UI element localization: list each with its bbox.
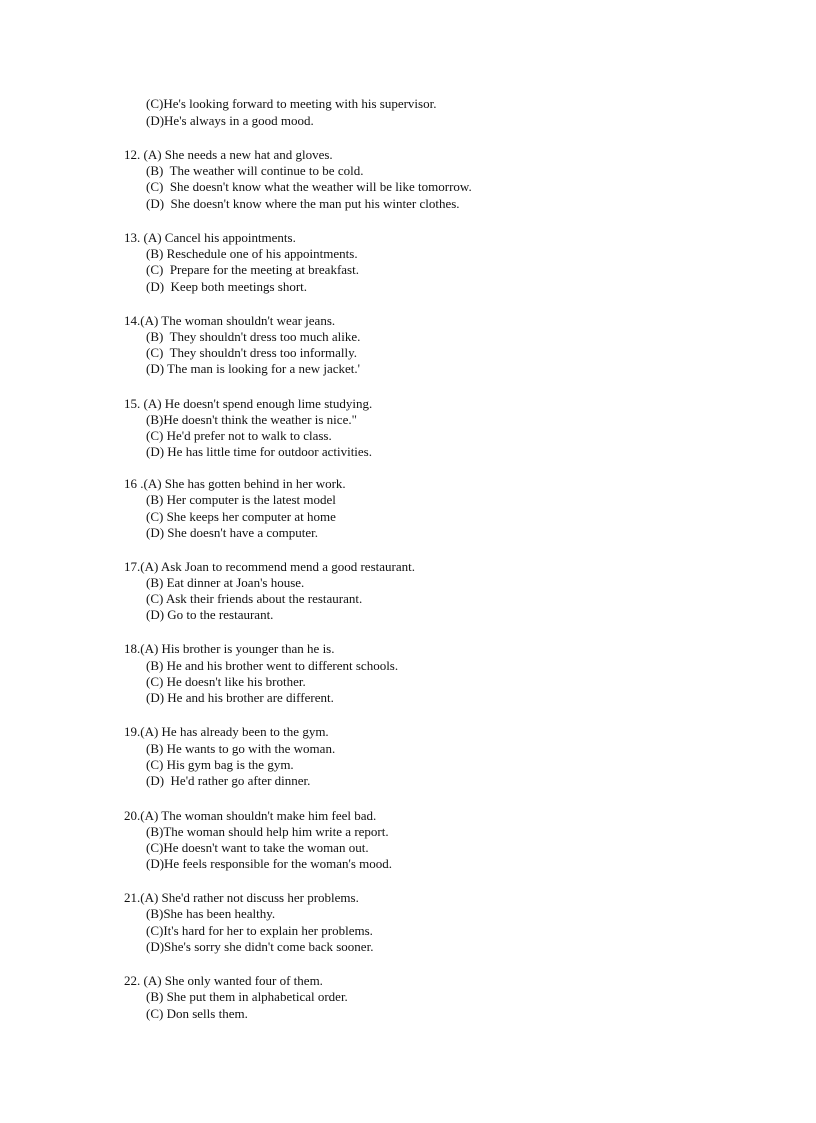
question-16: 16 .(A) She has gotten behind in her work. xyxy=(124,476,346,491)
option-line: (C) He doesn't like his brother. xyxy=(146,674,306,689)
option-line: (D)She's sorry she didn't come back sooner. xyxy=(146,939,374,954)
question-13: 13. (A) Cancel his appointments. xyxy=(124,230,296,245)
intro-line: (C)He's looking forward to meeting with his supervisor. xyxy=(146,96,437,111)
question-20: 20.(A) The woman shouldn't make him feel bad. xyxy=(124,808,377,823)
option-line: (D)He feels responsible for the woman's mood. xyxy=(146,856,393,871)
option-line: (D) Keep both meetings short. xyxy=(146,279,308,294)
option-line: (B) Her computer is the latest model xyxy=(146,492,336,507)
question-22: 22. (A) She only wanted four of them. xyxy=(124,973,323,988)
option-line: (B) They shouldn't dress too much alike. xyxy=(146,329,361,344)
option-line: (B) She put them in alphabetical order. xyxy=(146,989,348,1004)
question-18: 18.(A) His brother is younger than he is. xyxy=(124,641,335,656)
option-line: (B)She has been healthy. xyxy=(146,906,276,921)
option-line: (D) He and his brother are different. xyxy=(146,690,334,705)
option-line: (B) He wants to go with the woman. xyxy=(146,741,336,756)
option-line: (C) Prepare for the meeting at breakfast. xyxy=(146,262,359,277)
option-line: (B) He and his brother went to different schools. xyxy=(146,658,399,673)
option-line: (B) Eat dinner at Joan's house. xyxy=(146,575,305,590)
option-line: (C) She doesn't know what the weather will be like tomorrow. xyxy=(146,179,472,194)
option-line: (B) Reschedule one of his appointments. xyxy=(146,246,358,261)
option-line: (D) He has little time for outdoor activities. xyxy=(146,444,372,459)
option-line: (D) The man is looking for a new jacket.' xyxy=(146,361,361,376)
question-17: 17.(A) Ask Joan to recommend mend a good restaurant. xyxy=(124,559,415,574)
option-line: (C) Ask their friends about the restaurant. xyxy=(146,591,363,606)
option-line: (C)He doesn't want to take the woman out. xyxy=(146,840,369,855)
option-line: (C) Don sells them. xyxy=(146,1006,248,1021)
option-line: (C) They shouldn't dress too informally. xyxy=(146,345,358,360)
question-14: 14.(A) The woman shouldn't wear jeans. xyxy=(124,313,336,328)
option-line: (C) His gym bag is the gym. xyxy=(146,757,294,772)
question-19: 19.(A) He has already been to the gym. xyxy=(124,724,329,739)
option-line: (B) The weather will continue to be cold. xyxy=(146,163,364,178)
option-line: (D) He'd rather go after dinner. xyxy=(146,773,311,788)
option-line: (C)It's hard for her to explain her problems. xyxy=(146,923,373,938)
question-21: 21.(A) She'd rather not discuss her problems. xyxy=(124,890,359,905)
intro-line: (D)He's always in a good mood. xyxy=(146,113,314,128)
option-line: (B)He doesn't think the weather is nice." xyxy=(146,412,357,427)
option-line: (D) She doesn't have a computer. xyxy=(146,525,319,540)
option-line: (C) She keeps her computer at home xyxy=(146,509,336,524)
option-line: (D) Go to the restaurant. xyxy=(146,607,274,622)
question-12: 12. (A) She needs a new hat and gloves. xyxy=(124,147,333,162)
option-line: (D) She doesn't know where the man put his winter clothes. xyxy=(146,196,460,211)
question-15: 15. (A) He doesn't spend enough lime studying. xyxy=(124,396,373,411)
option-line: (C) He'd prefer not to walk to class. xyxy=(146,428,332,443)
option-line: (B)The woman should help him write a report. xyxy=(146,824,389,839)
